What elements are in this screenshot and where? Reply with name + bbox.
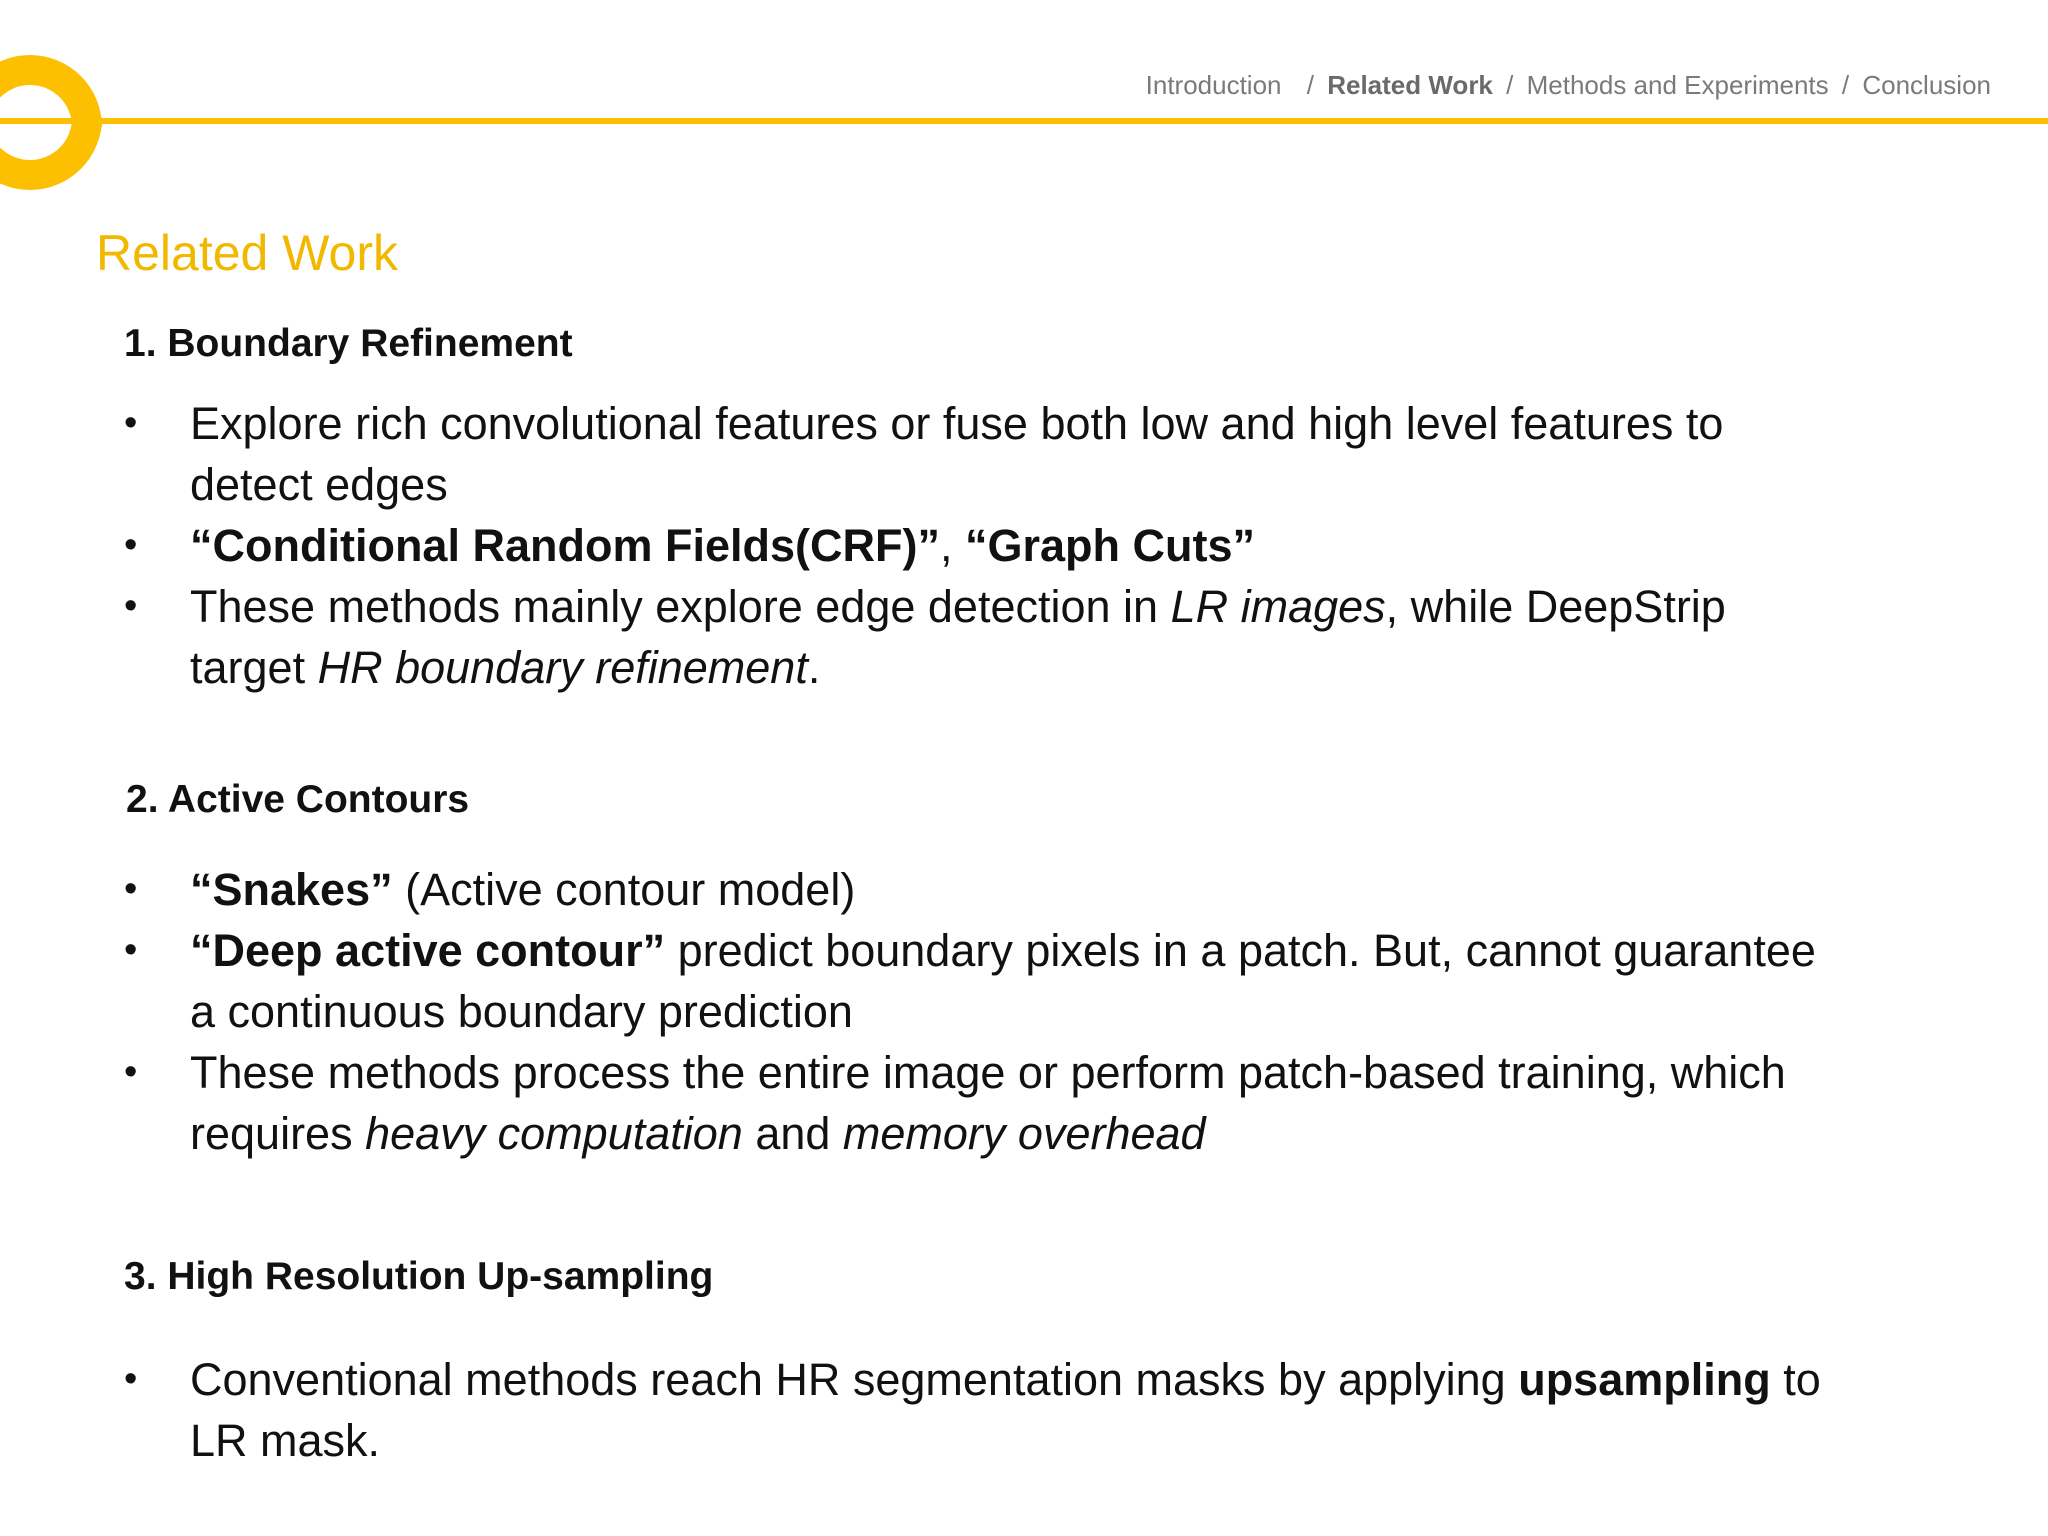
nav-separator: / bbox=[1306, 70, 1314, 100]
list-item bbox=[120, 515, 1840, 576]
section-heading-high-resolution-up-sampling: 3. High Resolution Up-sampling bbox=[124, 1255, 714, 1298]
bullet-text: Explore rich convolutional features or fuse both low and high level features to detect edges bbox=[190, 398, 1724, 510]
bullet-text: Conventional methods reach HR segmentation masks by applying bbox=[190, 1354, 1519, 1405]
bullet-list-high-resolution-up-sampling bbox=[120, 1349, 1840, 1471]
list-item bbox=[120, 859, 1840, 920]
nav-item-related-work[interactable]: Related Work bbox=[1327, 70, 1493, 100]
bullet-list-active-contours bbox=[120, 859, 1840, 1164]
list-item bbox=[120, 576, 1840, 698]
section-heading-boundary-refinement: 1. Boundary Refinement bbox=[124, 322, 573, 365]
bullet-icon: • bbox=[124, 524, 138, 566]
list-item bbox=[120, 393, 1840, 515]
bullet-text: These methods process the entire image or perform patch-based training, which requires bbox=[190, 1047, 1786, 1159]
bullet-text: (Active contour model) bbox=[392, 864, 856, 915]
bullet-icon: • bbox=[124, 585, 138, 627]
bullet-icon: • bbox=[124, 1358, 138, 1400]
list-item bbox=[120, 920, 1840, 1042]
bullet-text: . bbox=[807, 642, 821, 693]
bullet-text-italic: HR boundary refinement bbox=[317, 642, 808, 693]
nav-item-methods-and-experiments[interactable]: Methods and Experiments bbox=[1526, 70, 1829, 100]
page-title: Related Work bbox=[96, 225, 398, 281]
bullet-text-bold: “Deep active contour” bbox=[190, 925, 666, 976]
bullet-icon: • bbox=[124, 1051, 138, 1093]
bullet-text-italic: LR images bbox=[1170, 581, 1386, 632]
nav-item-conclusion[interactable]: Conclusion bbox=[1862, 70, 1991, 100]
bullet-icon: • bbox=[124, 868, 138, 910]
bullet-text-bold: “Graph Cuts” bbox=[964, 520, 1255, 571]
bullet-text-bold: “Conditional Random Fields(CRF)” bbox=[190, 520, 940, 571]
bullet-text: , bbox=[939, 520, 965, 571]
section-heading-active-contours: 2. Active Contours bbox=[126, 778, 470, 821]
bullet-icon: • bbox=[124, 929, 138, 971]
list-item bbox=[120, 1349, 1840, 1471]
logo-bottom-arc bbox=[0, 118, 102, 190]
nav-separator: / bbox=[1506, 70, 1514, 100]
bullet-text-italic: memory overhead bbox=[842, 1108, 1206, 1159]
list-item bbox=[120, 1042, 1840, 1164]
bullet-list-boundary-refinement bbox=[120, 393, 1840, 698]
bullet-icon: • bbox=[124, 402, 138, 444]
logo-top-arc bbox=[0, 55, 102, 127]
bullet-text: and bbox=[742, 1108, 843, 1159]
breadcrumb bbox=[1146, 70, 1991, 101]
bullet-text: predict boundary pixels in a patch. But, cannot guarantee a continuous boundary prediction bbox=[190, 925, 1816, 1037]
bullet-text-bold: “Snakes” bbox=[190, 864, 393, 915]
bullet-text-bold: upsampling bbox=[1518, 1354, 1771, 1405]
bullet-text: , while DeepStrip target bbox=[190, 581, 1726, 693]
bullet-text: to LR mask. bbox=[190, 1354, 1821, 1466]
bullet-text-italic: heavy computation bbox=[365, 1108, 743, 1159]
bullet-text: These methods mainly explore edge detection in bbox=[190, 581, 1171, 632]
header-rule bbox=[0, 118, 2048, 124]
nav-separator: / bbox=[1841, 70, 1850, 100]
nav-item-introduction[interactable]: Introduction bbox=[1145, 70, 1282, 100]
